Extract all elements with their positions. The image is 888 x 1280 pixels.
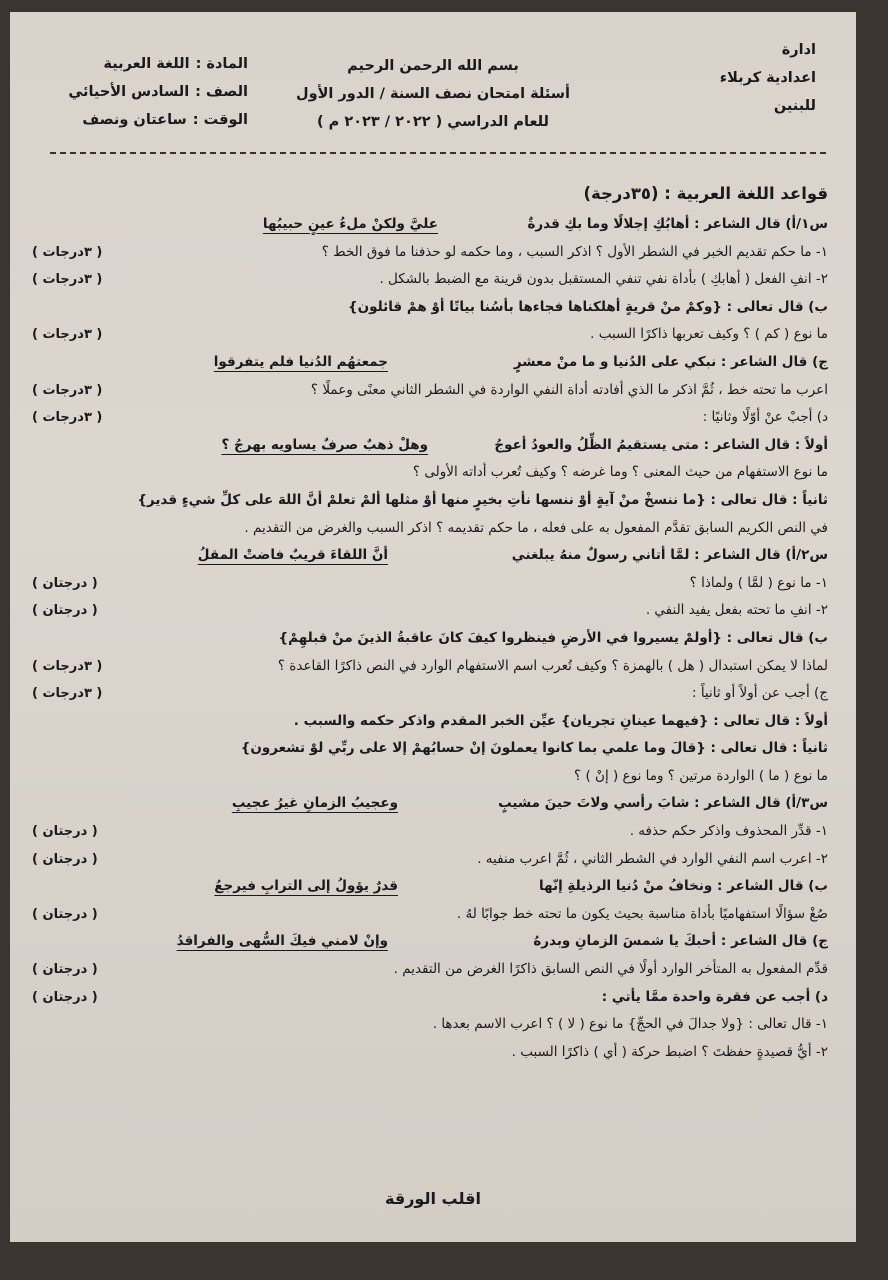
question-text: أولاً : قال تعالى : {فيهما عينانِ تجريان} عيِّن الخبر المقدم واذكر حكمه والسبب . (293, 712, 828, 729)
header-info-value: ساعتان ونصف (82, 112, 187, 128)
marks-label: ( درجتان ) (32, 989, 98, 1005)
header-right-line: للبنين (773, 98, 816, 114)
exam-sheet (10, 12, 856, 1242)
marks-label: ( ٣درجات ) (32, 410, 103, 426)
question-text: ١- ما نوع ( لمَّا ) ولماذا ؟ (689, 574, 828, 591)
question-line (30, 984, 828, 1012)
question-text: ٢- أيُّ قصيدةٍ حفظتَ ؟ اضبط حركة ( أي ) ذاكرًا السبب . (511, 1043, 828, 1060)
question-line (30, 846, 828, 874)
question-text: ج) أجب عن أولاً أو ثانياً : (691, 685, 828, 702)
header-center-line: للعام الدراسي ( ٢٠٢٢ / ٢٠٢٣ م ) (316, 114, 549, 130)
marks-label: ( درجتان ) (32, 575, 98, 591)
verse-second-hemistich: جمعتهُم الدُنيا فلم يتفرقوا (213, 353, 388, 370)
marks-label: ( درجتان ) (32, 603, 98, 619)
question-line (30, 680, 828, 708)
question-text: ب) قال تعالى : {أولمْ يسيروا في الأرضِ فينظروا كيفَ كانَ عاقبةُ الذينَ منْ قبلهِمْ} (278, 629, 828, 646)
marks-label: ( درجتان ) (32, 824, 98, 840)
header-center-line: بسم الله الرحمن الرحيم (347, 58, 519, 74)
question-line (30, 763, 828, 791)
marks-label: ( ٣درجات ) (32, 244, 103, 260)
question-text: قدِّم المفعول به المتأخر الوارد أولًا في النص السابق ذاكرًا الغرض من التقديم . (393, 961, 828, 978)
question-text: د) أجب عن فقرة واحدة ممَّا يأتي : (601, 988, 828, 1005)
question-line (30, 432, 828, 460)
question-line (30, 487, 828, 515)
verse-second-hemistich: وإنْ لامني فيكَ السُّهى والفراقدُ (176, 933, 388, 950)
header-subject-info (48, 50, 248, 134)
question-line (30, 542, 828, 570)
question-text: ج) قال الشاعر : أحبكَ يا شمسَ الزمانِ وبدرهُ (533, 933, 828, 950)
header-info-value: السادس الأحيائي (68, 84, 190, 100)
marks-label: ( ٣درجات ) (32, 327, 103, 343)
header-right-line: اعدادية كربلاء (719, 70, 816, 86)
question-line (30, 735, 828, 763)
marks-label: ( درجتان ) (32, 851, 98, 867)
question-text: اعرب ما تحته خط ، ثُمَّ اذكر ما الذي أفادته أداة النفي الواردة في الشطر الثاني معنًى وعملًا ؟ (310, 381, 828, 398)
question-line (30, 790, 828, 818)
verse-second-hemistich: عليَّ ولكنْ ملءُ عينٍ حبيبُها (262, 216, 438, 232)
question-text: أولاً : قال الشاعر : متى يستقيمُ الظِّلُ والعودُ أعوجُ (494, 436, 828, 453)
question-text: ج) قال الشاعر : نبكي على الدُنيا و ما منْ معشرٍ (513, 353, 828, 370)
question-line (30, 239, 828, 267)
section-title: قواعد اللغة العربية : (٣٥درجة) (583, 184, 828, 203)
question-text: صُغْ سؤالًا استفهاميًا بأداة مناسبة بحيث يكون ما تحته خط جوابًا لهُ . (456, 905, 828, 922)
header-info-label: الصف : (195, 84, 248, 100)
header-right-line: ادارة (781, 42, 816, 58)
question-text: ب) قال تعالى : {وكمْ منْ قريةٍ أهلكناها فجاءها بأسُنا بياتًا أوْ همْ قائلون} (348, 298, 828, 315)
question-line (30, 653, 828, 681)
question-text: س٢/أ) قال الشاعر : لمَّا أتاني رسولٌ منهُ يبلغني (511, 547, 828, 564)
question-text: ما نوع ( ما ) الواردة مرتين ؟ وما نوع ( إنْ ) ؟ (574, 767, 828, 784)
header-info-label: المادة : (195, 56, 248, 72)
marks-label: ( ٣درجات ) (32, 658, 103, 674)
question-text: ما نوع الاستفهام من حيث المعنى ؟ وما غرضه ؟ وكيف تُعرب أداته الأولى ؟ (412, 464, 828, 481)
dashed-separator (50, 152, 826, 154)
verse-second-hemistich: وهلْ ذهبٌ صرفٌ يساويه بهرجُ ؟ (221, 436, 428, 453)
question-line (30, 211, 828, 239)
question-line (30, 266, 828, 294)
marks-label: ( ٣درجات ) (32, 686, 103, 702)
marks-label: ( ٣درجات ) (32, 382, 103, 398)
question-text: س٣/أ) قال الشاعر : شابَ رأسي ولاتَ حينَ مشيبٍ (498, 795, 828, 812)
question-line (30, 570, 828, 598)
question-text: ما نوع ( كم ) ؟ وكيف تعربها ذاكرًا السبب . (590, 326, 828, 343)
question-line (30, 459, 828, 487)
question-lines (30, 211, 828, 1066)
question-text: ٢- انفِ الفعل ( أهابكِ ) بأداة نفي تنفي المستقبل بدون قرينة مع الضبط بالشكل . (379, 271, 828, 288)
question-line (30, 294, 828, 322)
question-line (30, 708, 828, 736)
question-line (30, 818, 828, 846)
question-text: ١- ما حكم تقديم الخبر في الشطر الأول ؟ اذكر السبب ، وما حكمه لو حذفنا ما فوق الخط ؟ (321, 243, 828, 260)
question-text: في النص الكريم السابق تقدَّم المفعول به على فعله ، ما حكم تقديمه ؟ اذكر السبب والغرض من التقديم . (244, 519, 828, 536)
verse-second-hemistich: قدرٌ يؤولُ إلى الترابِ فيرجعُ (214, 878, 398, 895)
question-line (30, 377, 828, 405)
question-text: ٢- اعرب اسم النفي الوارد في الشطر الثاني ، ثُمَّ اعرب منفيه . (477, 850, 828, 867)
question-text: ١- قدِّر المحذوف واذكر حكم حذفه . (629, 823, 828, 840)
question-line (30, 625, 828, 653)
verse-second-hemistich: وعجيبُ الزمانِ غيرُ عجيبِ (231, 795, 398, 812)
question-text: ثانياً : قال تعالى : {قالَ وما علمي بما كانوا يعملونَ إنْ حسابُهمْ إلا على ربِّي لوْ تشعرون} (240, 740, 828, 757)
question-text: د) أجبْ عنْ أوّلًا وثانيًا : (702, 409, 828, 426)
header-info-row (48, 106, 248, 134)
marks-label: ( درجتان ) (32, 906, 98, 922)
questions-body (30, 177, 828, 1066)
question-line (30, 404, 828, 432)
question-line (30, 349, 828, 377)
header-info-row (48, 78, 248, 106)
question-line (30, 928, 828, 956)
question-line (30, 1011, 828, 1039)
verse-second-hemistich: أنَّ اللقاءَ قريبٌ فاضتْ المقلُ (197, 547, 388, 564)
marks-label: ( ٣درجات ) (32, 272, 103, 288)
question-text: ثانياً : قال تعالى : {ما ننسخْ منْ آيةٍ أوْ ننسها نأتِ بخيرٍ منها أوْ مثلها ألمْ تعلمْ أنَّ اللهَ على كلِّ شيءٍ قدير} (137, 491, 828, 508)
question-text: ٢- انفِ ما تحته بفعل يفيد النفي . (645, 602, 828, 619)
question-line (30, 515, 828, 543)
question-line (30, 873, 828, 901)
header-info-row (48, 50, 248, 78)
question-line (30, 956, 828, 984)
header-center-line: أسئلة امتحان نصف السنة / الدور الأول (296, 86, 570, 102)
question-line (30, 1039, 828, 1067)
question-line (30, 321, 828, 349)
question-text: س١/أ) قال الشاعر : أهابُكِ إجلالًا وما بكِ قدرةٌ (527, 216, 828, 232)
marks-label: ( درجتان ) (32, 962, 98, 978)
question-text: لماذا لا يمكن استبدال ( هل ) بالهمزة ؟ وكيف تُعرب اسم الاستفهام الوارد في النص ذاكرًا القاعدة ؟ (277, 657, 828, 674)
question-line (30, 901, 828, 929)
question-text: ١- قال تعالى : {ولا جدالَ في الحجِّ} ما نوع ( لا ) ؟ اعرب الاسم بعدها . (432, 1016, 828, 1033)
header-info-label: الوقت : (192, 112, 248, 128)
question-line (30, 597, 828, 625)
header-info-value: اللغة العربية (103, 56, 190, 72)
question-text: ب) قال الشاعر : ونخافُ منْ دُنيا الرذيلةِ إنّها (539, 878, 828, 895)
turn-page-note: اقلب الورقة (385, 1189, 481, 1208)
